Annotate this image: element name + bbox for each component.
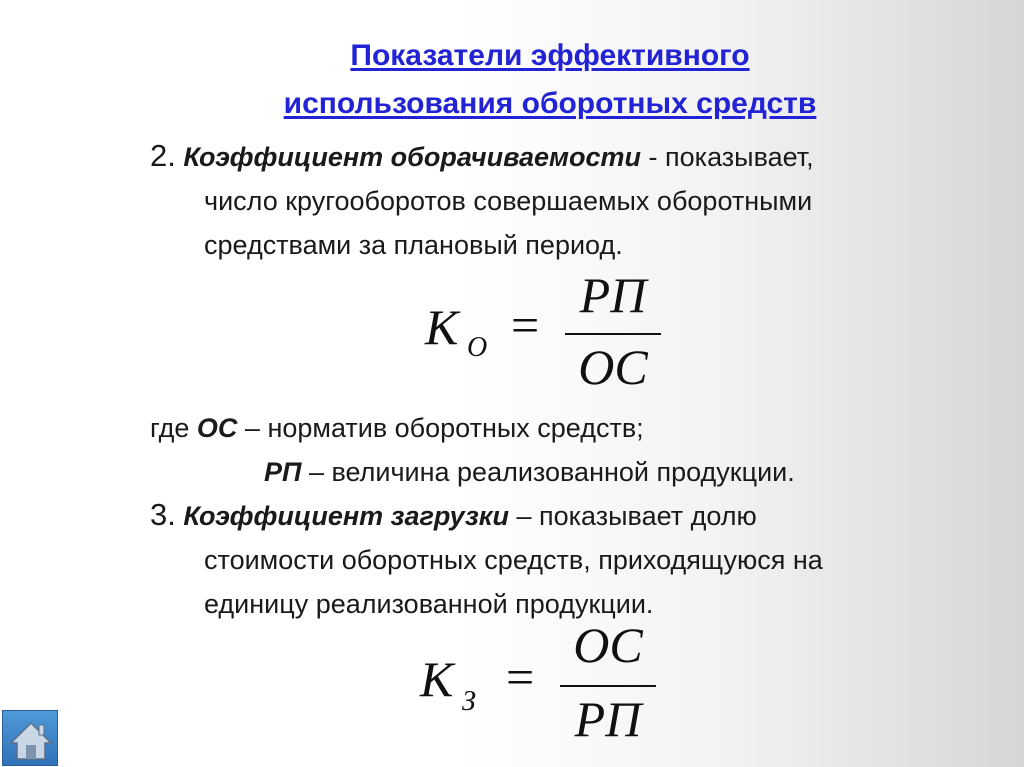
title-line-1: Показатели эффективного	[350, 39, 750, 72]
formula-2-lhs: К	[420, 651, 454, 707]
where-definition-2: – величина реализованной продукции.	[301, 457, 795, 487]
where-line-2	[150, 450, 1010, 494]
formula-1-numerator: РП	[579, 267, 647, 323]
item-3-text-line-3: единицу реализованной продукции.	[204, 589, 654, 619]
formula-2-equals: =	[506, 649, 535, 705]
formula-1-equals: =	[511, 297, 540, 353]
formula-1-fraction-bar	[565, 333, 661, 335]
home-icon	[3, 711, 59, 767]
item-2-text-first: - показывает,	[641, 142, 814, 172]
formula-2-subscript: З	[462, 686, 476, 717]
formula-1-subscript: О	[467, 332, 488, 363]
where-prefix: где	[150, 413, 197, 443]
item-3-term: Коэффициент загрузки	[183, 501, 509, 531]
where-symbol-2: РП	[264, 457, 302, 487]
where-block	[150, 406, 1010, 494]
where-definition-1: – норматив оборотных средств;	[237, 413, 644, 443]
item-2-term: Коэффициент оборачиваемости	[183, 142, 642, 172]
formula-1-lhs: К	[425, 299, 459, 355]
formula-1-denominator: ОС	[578, 339, 648, 395]
item-2-paragraph	[150, 134, 1010, 267]
item-3-number: 3.	[150, 497, 176, 532]
formula-2-fraction-bar	[560, 685, 656, 687]
formula-2-denominator: РП	[574, 691, 642, 747]
home-button[interactable]	[2, 710, 58, 766]
where-symbol-1: ОС	[196, 413, 238, 443]
title-line-2: использования оборотных средств	[283, 87, 817, 120]
item-3-text-line-2: стоимости оборотных средств, приходящуюся на	[204, 545, 823, 575]
item-2-number: 2.	[150, 138, 176, 173]
formula-2-numerator: ОС	[573, 617, 643, 673]
item-3-text-first: – показывает долю	[508, 501, 757, 531]
page-title	[190, 32, 910, 128]
item-2-text-line-2: число кругооборотов совершаемых оборотными	[204, 186, 813, 216]
formula-load	[420, 617, 680, 755]
item-2-text-line-3: средствами за плановый период.	[204, 230, 623, 260]
formula-turnover	[425, 267, 685, 400]
item-3-paragraph	[150, 493, 1010, 626]
